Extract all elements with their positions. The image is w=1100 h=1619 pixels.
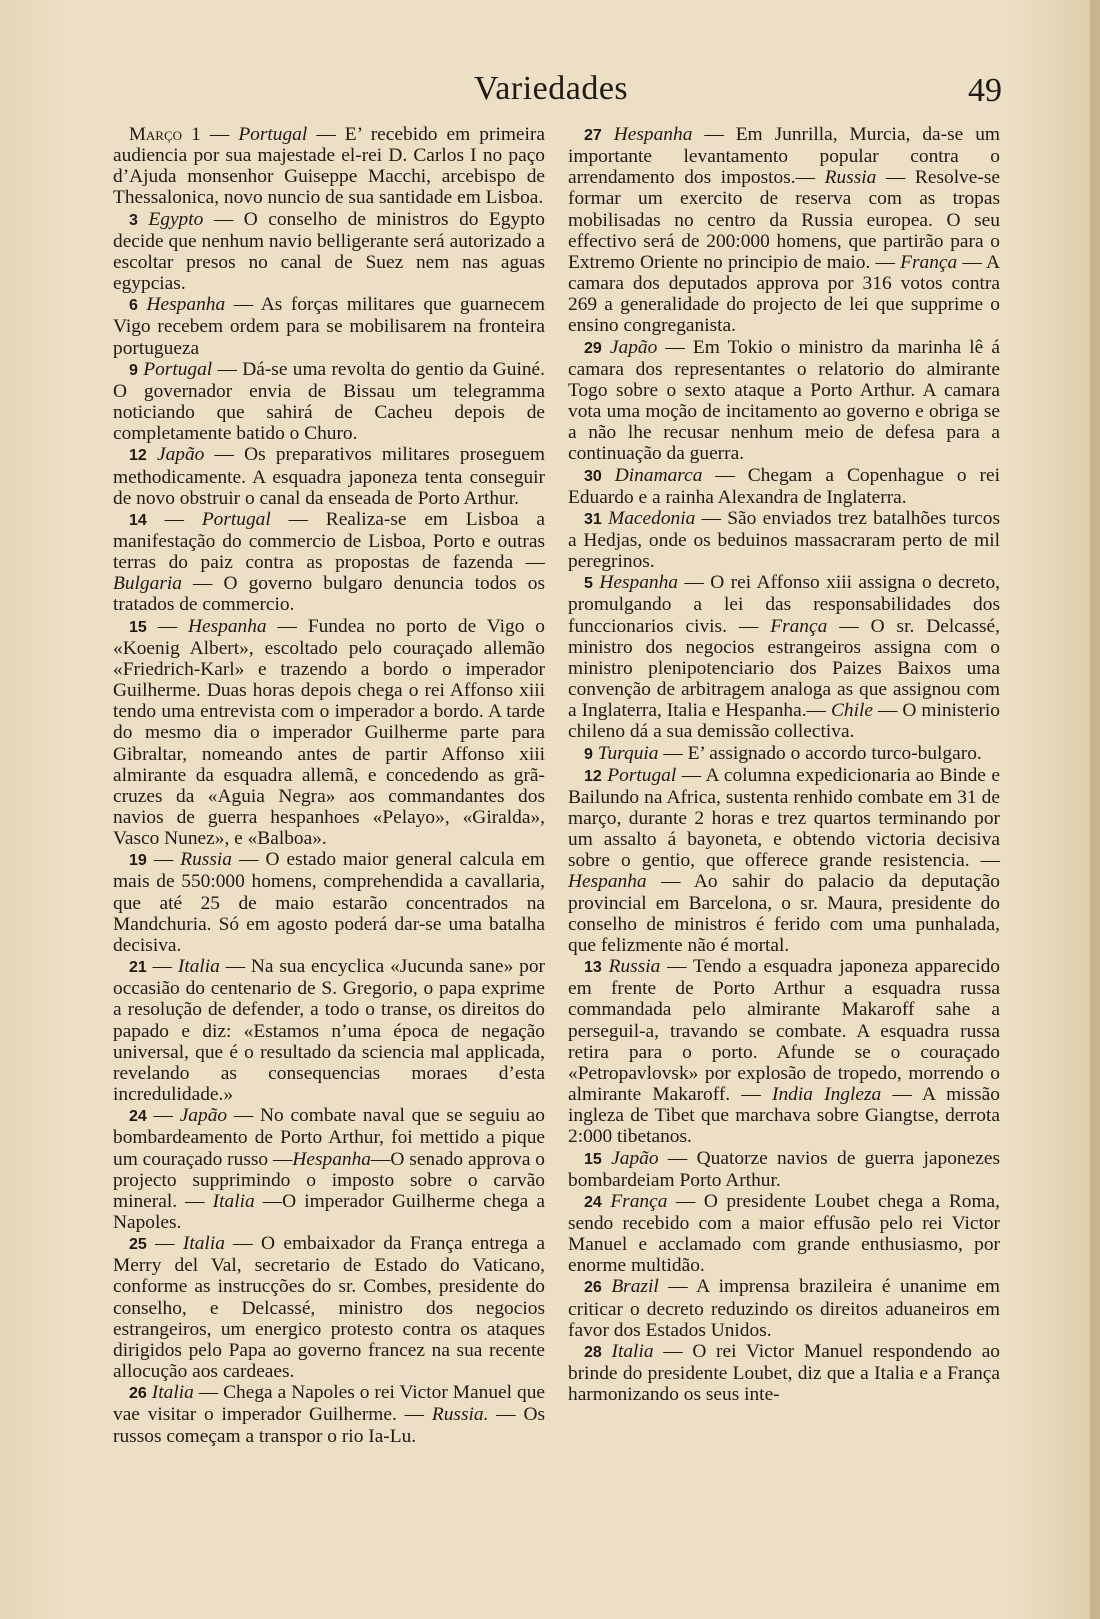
entry-country: Japão [179, 1105, 228, 1127]
entry-country: Italia [151, 1382, 194, 1404]
entry-country: Russia. [431, 1404, 489, 1426]
entry-month: Março [129, 124, 183, 145]
entry-country: India Ingleza [771, 1084, 882, 1106]
entry-text: — O governo bulgaro denuncia todos os tratados de commercio. [113, 573, 545, 616]
entry-text: — O sr. Delcassé, ministro dos negocios estrangeiros assigna com o ministro plenipotenciario dos Paizes Baixos uma convenção de arbitragem analoga as que assignou com a Inglaterra, Italia e Hespanha.— [568, 615, 1001, 722]
entry-day: 15 [584, 1150, 602, 1168]
entry-day: 31 [584, 510, 602, 528]
entry-text: — O ministerio chileno dá a sua demissão collectiva. [568, 700, 1000, 743]
chronicle-entry [113, 444, 545, 508]
entry-text: — Chegam a Copenhague o rei Eduardo e a rainha Alexandra de Inglaterra. [568, 464, 1000, 508]
entry-text: — Quatorze navios de guerra japonezes bombardeiam Porto Arthur. [568, 1147, 1000, 1191]
chronicle-entry [113, 294, 545, 358]
entry-text: — [146, 849, 181, 871]
entry-country: Bulgaria [113, 573, 182, 595]
left-column [113, 124, 545, 1447]
entry-text: —O imperador Guilherme chega a Napoles. [113, 1190, 545, 1233]
entry-country: Hespanha [188, 615, 267, 637]
entry-text: — O estado maior general calcula em mais de 550:000 homens, comprehendida a cavallaria, que até 25 de maio estarão concentrados na Mandchuria. Só em agosto poderá dar-se uma batalha decisiva. [113, 849, 546, 956]
entry-text: — Fundea no porto de Vigo o «Koenig Albert», escoltado pelo couraçado allemão «Friedrich-Karl» e trazendo a bordo o imperador Guilherme. Duas horas depois chega o rei Affonso xiii tendo uma entrevista com o imperador a bordo. A tarde do mesmo dia o imperador Guilherme parte para Gibraltar, nomeando antes de partir Affonso xiii almirante da esquadra allemã, e concedendo as grã-cruzes da «Aguia Negra» aos commandantes dos navios de guerra hespanhoes «Pelayo», «Giralda», Vasco Nunez», e «Balboa». [113, 615, 545, 850]
entry-text [602, 956, 609, 977]
entry-day: 27 [584, 127, 602, 144]
entry-country: Portugal [201, 508, 271, 530]
entry-text: — A camara dos deputados approva por 316 votos contra 269 a generalidade do projecto de lei que supprime o ensino congreganista. [568, 251, 1000, 337]
entry-text [602, 1341, 612, 1362]
entry-text: — [146, 615, 188, 637]
entry-text: — [146, 1105, 180, 1127]
chronicle-entry [568, 508, 1000, 572]
entry-country: Italia [182, 1233, 225, 1255]
entry-country: Hespanha [568, 871, 647, 893]
chronicle-entry [568, 465, 1000, 508]
entry-text: — O embaixador da França entrega a Merry del Val, secretario de Estado do Vaticano, conforme as instrucções do sr. Combes, presidente do conselho, e Delcassé, ministro dos negocios estrangeiros, um energico protesto contra os ataques dirigidos pelo Papa ao governo francez na sua recente allocução aos cardeaes. [113, 1233, 545, 1383]
entry-text: —O senado approva o projecto supprimindo o imposto sobre o carvão mineral. — [113, 1148, 545, 1212]
entry-text [138, 294, 147, 315]
chronicle-entry [113, 956, 545, 1105]
entry-day: 26 [129, 1385, 147, 1403]
entry-text [602, 124, 614, 145]
chronicle-entry [113, 616, 545, 850]
entry-text: — Dá-se uma revolta do gentio da Guiné. O governador envia de Bissau um telegramma noticiando que sahirá de Cacheu depois de completamente batido o Churo. [113, 358, 545, 445]
chronicle-entry [113, 1233, 545, 1382]
entry-text [147, 444, 157, 465]
entry-day: 26 [584, 1279, 602, 1297]
entry-country: Hespanha [613, 124, 693, 145]
chronicle-entry [568, 743, 1000, 765]
entry-day: 24 [584, 1193, 602, 1211]
chronicle-entry [113, 124, 545, 209]
entry-country: Japão [611, 1147, 659, 1169]
page-header [0, 70, 1100, 116]
chronicle-entry [113, 849, 545, 956]
entry-day: 25 [129, 1236, 147, 1254]
chronicle-entry [568, 124, 1000, 337]
page-number: 49 [968, 72, 1002, 109]
entry-text: — São enviados trez batalhões turcos a Hedjas, onde os beduinos massacraram perto de mil peregrinos. [568, 507, 1000, 573]
chronicle-entry [568, 572, 1000, 742]
entry-text: — Em Junrilla, Murcia, da-se um importante levantamento popular contra o arrendamento dos impostos.— [568, 124, 1000, 189]
entry-text: — O rei Victor Manuel respondendo ao brinde do presidente Loubet, diz que a Italia e a França harmonizando os seus inte- [568, 1340, 1000, 1406]
entry-text: — A imprensa brazileira é unanime em criticar o decreto reduzindo os direitos aduaneiros em favor dos Estados Unidos. [568, 1276, 1000, 1341]
entry-country: Egypto [148, 208, 204, 230]
entry-day: 13 [584, 959, 602, 977]
entry-text: — [146, 956, 178, 978]
page-binding-edge [1090, 0, 1100, 1619]
entry-text: — Resolve-se formar um exercito de reserva com as tropas mobilisadas no centro da Russia europea. O seu effectivo será de 200:000 homens, que partirão para o Extremo Oriente no principio de maio. — [568, 167, 1000, 273]
entry-text: — Os preparativos militares proseguem methodicamente. A esquadra japoneza tenta conseguir de novo obstruir o canal da enseada de Porto Arthur. [113, 444, 545, 509]
entry-text: — [146, 1233, 183, 1255]
entry-country: Turquia [597, 742, 659, 764]
entry-country: Russia [608, 956, 661, 978]
chronicle-entry [113, 1105, 545, 1233]
entry-day: 19 [129, 852, 147, 870]
entry-country: Russia [824, 167, 877, 189]
entry-text: — Em Tokio o ministro da marinha lê á camara dos representantes o relatorio do almirante Togo sobre o sexto ataque a Porto Arthur. A camara vota uma moção de incitamento ao governo e obriga se a não lhe recusar nenhum meio de defesa para a continuação da guerra. [568, 336, 1001, 465]
entry-country: Hespanha [599, 572, 678, 594]
entry-day: 5 [584, 575, 593, 593]
entry-text: — A columna expedicionaria ao Binde e Bailundo na Africa, sustenta renhido combate em 31 de março, durante 2 horas e trez quartos terminando por um assalto á bayoneta, e obtendo victoria decisiva sobre o gentio, que offerece grande resistencia. — [568, 764, 1000, 872]
entry-text: — Ao sahir do palacio da deputação provincial em Barcelona, o sr. Maura, presidente do conselho de ministros é ferido com uma punhalada, que felizmente não é mortal. [568, 871, 1000, 956]
entry-text [138, 209, 149, 230]
chronicle-entry [113, 1382, 545, 1446]
entry-country: Russia [180, 849, 232, 871]
entry-text: — [146, 508, 202, 530]
entry-day: 9 [129, 361, 138, 379]
entry-country: Japão [156, 444, 205, 466]
entry-text [602, 1148, 611, 1169]
entry-day: 12 [584, 767, 602, 785]
entry-day: 24 [129, 1108, 147, 1126]
entry-country: Brazil [611, 1276, 659, 1298]
entry-country: Hespanha [292, 1148, 372, 1170]
entry-country: Dinamarca [614, 464, 703, 486]
entry-day: 30 [584, 467, 602, 485]
chronicle-entry [568, 956, 1000, 1147]
right-column [568, 124, 1000, 1405]
entry-text: — No combate naval que se seguiu ao bombardeamento de Porto Arthur, foi mettido a pique um couraçado russo — [113, 1105, 545, 1170]
entry-text [602, 465, 615, 486]
entry-text: — E’ assignado o accordo turco-bulgaro. [658, 742, 982, 764]
entry-text: — O rei Affonso xiii assigna o decreto, promulgando a lei das responsabilidades dos funccionarios civis. — [568, 572, 1000, 637]
entry-day: 28 [584, 1343, 602, 1361]
entry-day: 9 [584, 745, 593, 763]
entry-text [602, 1276, 612, 1297]
entry-day: 14 [129, 511, 147, 529]
entry-day: 3 [129, 211, 138, 229]
entry-day: 12 [129, 447, 147, 465]
entry-text [602, 337, 610, 358]
entry-text: — Na sua encyclica «Jucunda sane» por occasião do centenario de S. Gregorio, o papa exprime a resolução de defender, a todo o transe, os direitos do papado e diz: «Estamos n’uma época de negação universal, que é o resultado da sciencia mal applicada, revelando as consequencias moraes d’esta incredulidade.» [113, 956, 545, 1106]
entry-day: 15 [129, 618, 147, 636]
running-title: Variedades [474, 70, 629, 107]
entry-day: 6 [129, 297, 138, 315]
chronicle-entry [113, 509, 545, 616]
entry-text: 1 — [182, 124, 239, 145]
entry-text: — A missão ingleza de Tibet que marchava sobre Giangtse, derrota 2:000 tibetanos. [568, 1084, 1000, 1148]
chronicle-entry [568, 1148, 1000, 1191]
chronicle-entry [568, 1191, 1000, 1277]
entry-text: — O presidente Loubet chega a Roma, sendo recebido com a maior effusão pelo rei Victor Manuel e acclamado com grande enthusiasmo, por enorme multidão. [568, 1190, 1000, 1277]
entry-country: Italia [611, 1340, 654, 1362]
entry-country: Japão [609, 336, 658, 358]
entry-country: Chile [830, 700, 873, 722]
chronicle-entry [113, 359, 545, 445]
entry-text: — Os russos começam a transpor o rio Ia-Lu. [113, 1404, 546, 1447]
chronicle-entry [568, 765, 1000, 956]
entry-country: França [900, 251, 958, 273]
entry-day: 21 [129, 959, 147, 977]
entry-country: Italia [212, 1190, 255, 1212]
entry-text: — Realiza-se em Lisboa a manifestação do commercio de Lisboa, Porto e outras terras do paiz contra as propostas de fazenda — [113, 508, 545, 574]
chronicle-entry [113, 209, 545, 295]
entry-text: — As forças militares que guarnecem Vigo recebem ordem para se mobilisarem na fronteira portugueza [113, 294, 545, 359]
entry-country: França [770, 615, 828, 637]
entry-text: — O conselho de ministros do Egypto decide que nenhum navio belligerante será autorizado a escoltar presos no canal de Suez nem nas aguas egypcias. [113, 208, 545, 295]
chronicle-entry [568, 337, 1000, 465]
chronicle-entry [568, 1276, 1000, 1340]
entry-day: 29 [584, 339, 602, 357]
entry-text: — E’ recebido em primeira audiencia por sua majestade el-rei D. Carlos I no paço d’Ajuda monsenhor Guiseppe Macchi, arcebispo de Thessalonica, novo nuncio de sua santidade em Lisboa. [113, 124, 545, 209]
entry-country: Portugal [607, 764, 677, 786]
entry-country: Italia [177, 956, 220, 978]
entry-text: — Tendo a esquadra japoneza apparecido em frente de Porto Arthur a esquadra russa commandada pelo almirante Makaroff sahe a perseguil-a, travando se combate. A esquadra russa retira para o porto. Afunde se o couraçado «Petropavlovsk» por explosão de tropedo, morrendo o almirante Makaroff. — [568, 956, 1000, 1106]
entry-country: Hespanha [146, 294, 226, 316]
entry-country: Macedonia [608, 507, 696, 529]
entry-country: França [610, 1190, 668, 1212]
chronicle-entry [568, 1341, 1000, 1405]
entry-country: Portugal [143, 358, 213, 380]
entry-text: — Chega a Napoles o rei Victor Manuel que vae visitar o imperador Guilherme. — [113, 1382, 545, 1426]
entry-country: Portugal [238, 124, 308, 145]
